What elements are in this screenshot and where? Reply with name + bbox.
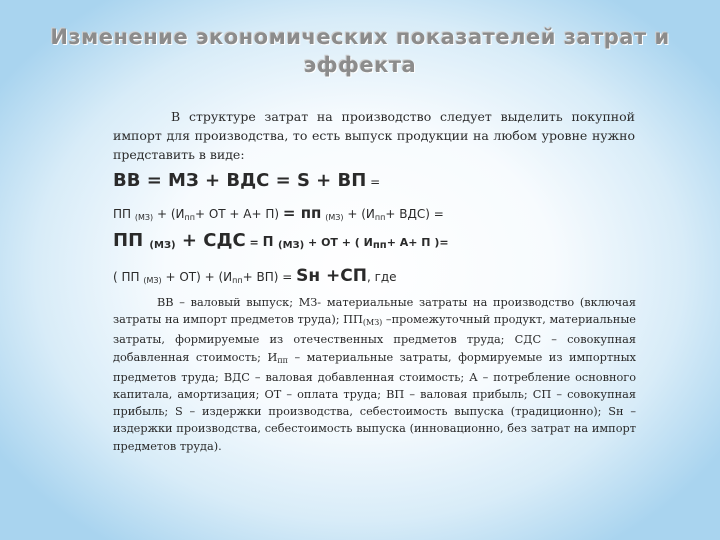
- formula-2-sub-e: пп: [374, 213, 386, 222]
- formula-1-main: ВВ = МЗ + ВДС = S + ВП: [113, 170, 367, 191]
- intro-paragraph: [113, 107, 635, 164]
- formula-2-sub-a: (МЗ): [134, 213, 154, 222]
- formula-2-part-f: + ВДС) =: [385, 207, 444, 221]
- formula-4-sub-a: (МЗ): [143, 276, 162, 285]
- formula-4-sub-b: пп: [232, 276, 243, 285]
- formula-3-part-d: П: [262, 235, 278, 250]
- formula-4-part-a: ( ПП: [113, 270, 144, 284]
- formula-3-part-e: + ОТ + ( И: [304, 236, 373, 249]
- formula-4-part-c: + ВП) =: [242, 270, 297, 284]
- formula-2-sub-b: пп: [184, 213, 195, 222]
- formula-2-part-b: + (И: [153, 207, 185, 221]
- formula-2-part-a: ПП: [113, 207, 135, 221]
- formula-1-tail: =: [366, 175, 381, 189]
- formula-3-sub-a: (МЗ): [149, 240, 176, 251]
- definitions-sub-1: (МЗ): [362, 318, 383, 328]
- intro-text: В структуре затрат на производство следует выделить покупной импорт для производства, то есть выпуск продукции на любом уровне нужно представить в виде:: [113, 109, 635, 162]
- formula-3-part-c: =: [245, 236, 263, 249]
- formula-2-part-e: + (И: [343, 207, 375, 221]
- formula-2-sub-d: (МЗ): [325, 213, 344, 222]
- slide-title: [0, 23, 720, 79]
- formula-2-part-c: + ОТ + А+ П): [194, 207, 283, 221]
- formula-3-part-f: + А+ П )=: [386, 236, 449, 249]
- definitions-text-3: – материальные затраты, формируемые из импортных предметов труда; ВДС – валовая добавленная стоимость; А – потребление основного капитала, амортизация; ОТ – оплата труда; ВП – валовая прибыль; СП – совокупная прибыль; S – издержки производства, себестоимость выпуска (традиционно); Sн – издержки производства, себестоимость выпуска (инновационно, без затрат на импорт предметов труда).: [113, 350, 637, 453]
- formula-4-result: Sн +СП: [296, 266, 367, 286]
- formula-line-2: [113, 204, 444, 222]
- formula-3-sub-e: пп: [372, 240, 387, 251]
- slide-title-line-2: эффекта: [303, 53, 417, 77]
- formula-3-part-b: + СДС: [175, 230, 246, 251]
- formula-3-sub-d: (МЗ): [278, 240, 305, 251]
- formula-2-equals: = пп: [282, 204, 322, 222]
- definitions-text-1: ВВ – валовый выпуск; МЗ- материальные затраты на производство (включая затраты на импорт предметов труда); ПП: [113, 296, 636, 327]
- formula-line-1: [113, 170, 380, 191]
- definitions-sub-2: пп: [277, 355, 288, 365]
- formula-line-3: [113, 230, 449, 251]
- formula-3-part-a: ПП: [113, 230, 144, 251]
- formula-4-part-b: + ОТ) + (И: [161, 270, 233, 284]
- definitions-text-2: –промежуточный продукт, материальные затраты, формируемые из отечественных предметов труда; СДС – совокупная добавленная стоимость; И: [113, 313, 636, 364]
- slide-title-line-1: Изменение экономических показателей затрат и: [50, 25, 670, 49]
- definitions-paragraph: [113, 294, 636, 455]
- formula-4-part-e: , где: [366, 270, 397, 284]
- formula-line-4: [113, 266, 397, 286]
